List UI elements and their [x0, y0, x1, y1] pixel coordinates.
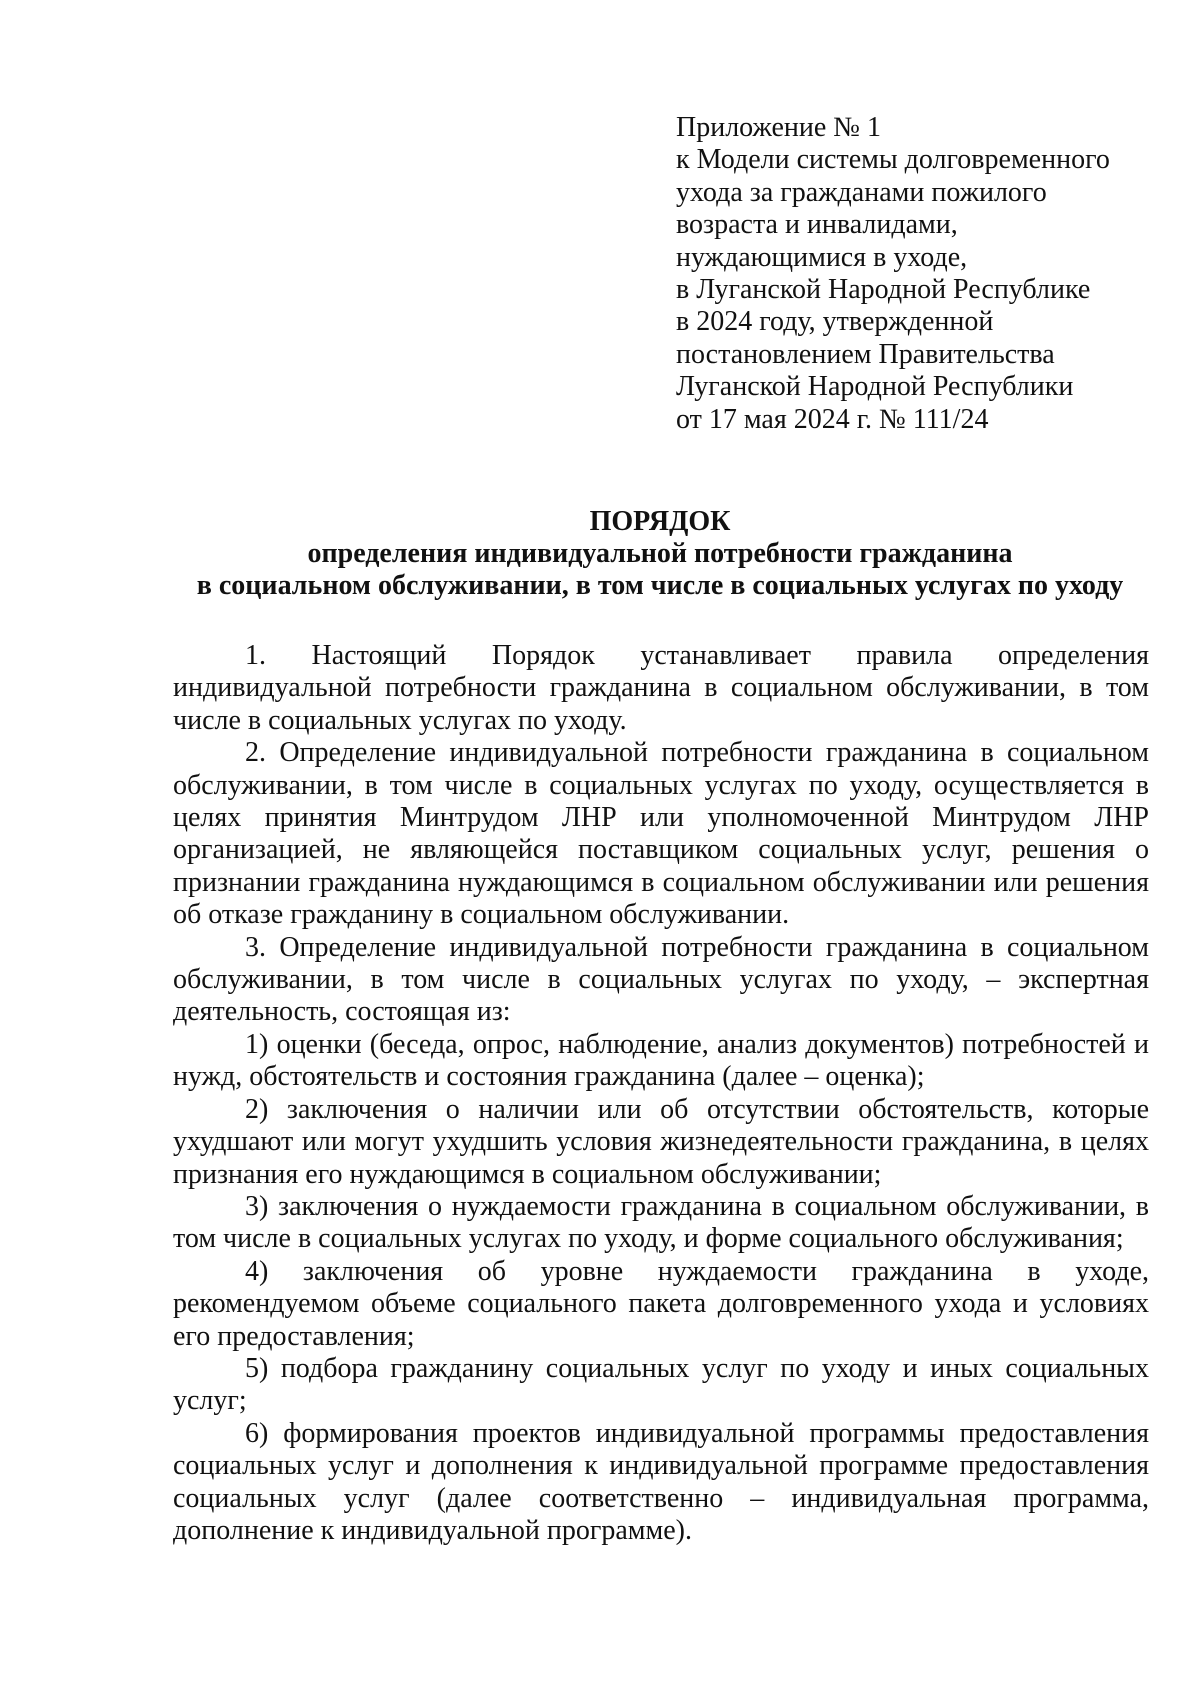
appendix-line: нуждающимися в уходе,	[676, 241, 968, 273]
appendix-line: в 2024 году, утвержденной	[676, 306, 994, 338]
appendix-block	[676, 112, 1156, 436]
list-item-3: 3) заключения о нуждаемости гражданина в социальном обслуживании, в том числе в социальных услугах по уходу, и форме социального обслуживания;	[173, 1190, 1149, 1255]
paragraph-3: 3. Определение индивидуальной потребности гражданина в социальном обслуживании, в том числе в социальных услугах по уходу, – экспертная деятельность, состоящая из:	[173, 931, 1149, 1028]
list-item-1: 1) оценки (беседа, опрос, наблюдение, анализ документов) потребностей и нужд, обстоятельств и состояния гражданина (далее – оценка);	[173, 1028, 1149, 1093]
paragraph-2: 2. Определение индивидуальной потребности гражданина в социальном обслуживании, в том числе в социальных услугах по уходу, осуществляется в целях принятия Минтрудом ЛНР или уполномоченной Минтрудом ЛНР организацией, не являющейся поставщиком социальных услуг, решения о признании гражданина нуждающимся в социальном обслуживании или решения об отказе гражданину в социальном обслуживании.	[173, 737, 1149, 931]
list-item-4: 4) заключения об уровне нуждаемости гражданина в уходе, рекомендуемом объеме социального пакета долговременного ухода и условиях его предоставления;	[173, 1255, 1149, 1352]
document-body	[173, 640, 1149, 1547]
list-item-6: 6) формирования проектов индивидуальной программы предоставления социальных услуг и дополнения к индивидуальной программе предоставления социальных услуг (далее соответственно – индивидуальная программа, дополнение к индивидуальной программе).	[173, 1417, 1149, 1546]
appendix-line: к Модели системы долговременного	[676, 144, 1110, 176]
appendix-line: в Луганской Народной Республике	[676, 274, 1091, 306]
title-heading: ПОРЯДОК	[589, 506, 731, 537]
title-subtitle-line-1: определения индивидуальной потребности гражданина	[307, 538, 1013, 569]
appendix-line: Луганской Народной Республики	[676, 371, 1074, 403]
list-item-2: 2) заключения о наличии или об отсутствии обстоятельств, которые ухудшают или могут ухудшить условия жизнедеятельности гражданина, в целях признания его нуждающимся в социальном обслуживании;	[173, 1093, 1149, 1190]
paragraph-1: 1. Настоящий Порядок устанавливает правила определения индивидуальной потребности гражданина в социальном обслуживании, в том числе в социальных услугах по уходу.	[173, 640, 1149, 736]
document-title	[172, 506, 1148, 602]
appendix-line: ухода за гражданами пожилого	[676, 176, 1047, 208]
appendix-line: постановлением Правительства	[676, 338, 1055, 370]
appendix-line: Приложение № 1	[676, 112, 881, 143]
appendix-line: от 17 мая 2024 г. № 111/24	[676, 403, 989, 435]
title-subtitle-line-2: в социальном обслуживании, в том числе в социальных услугах по уходу	[196, 570, 1124, 601]
list-item-5: 5) подбора гражданину социальных услуг по уходу и иных социальных услуг;	[173, 1352, 1149, 1417]
appendix-line: возраста и инвалидами,	[676, 209, 958, 241]
